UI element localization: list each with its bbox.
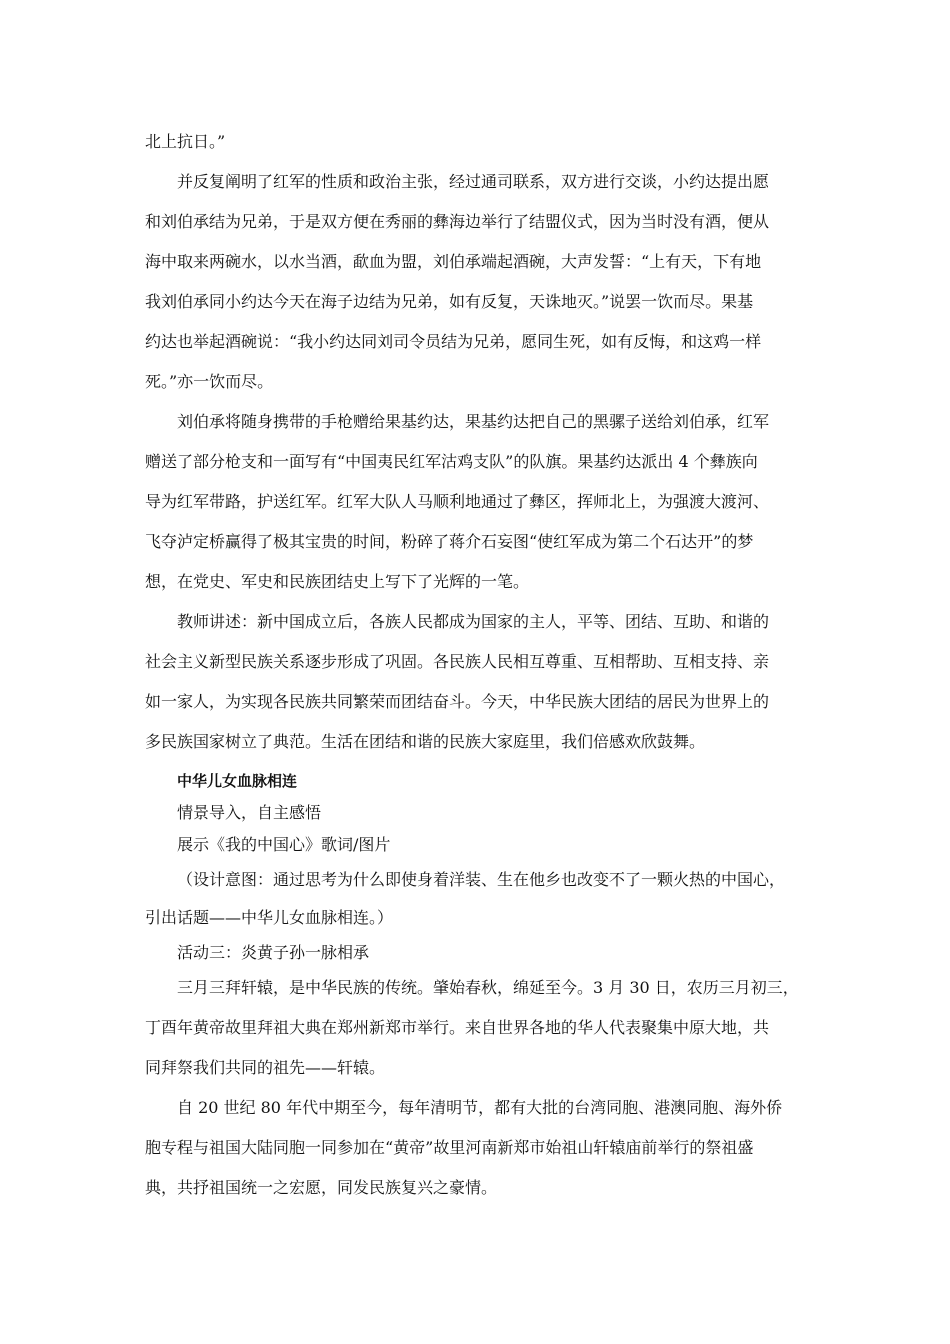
paragraph-line: 自 20 世纪 80 年代中期至今，每年清明节，都有大批的台湾同胞、港澳同胞、海外侨 [177, 1098, 783, 1117]
paragraph-line: 刘伯承将随身携带的手枪赠给果基约达，果基约达把自己的黑骡子送给刘伯承，红军 [177, 412, 770, 431]
paragraph-line: 赠送了部分枪支和一面写有“中国夷民红军沽鸡支队”的队旗。果基约达派出 4 个彝族向 [145, 452, 758, 471]
document-body [145, 126, 810, 1204]
paragraph-line: 飞夺泸定桥赢得了极其宝贵的时间，粉碎了蒋介石妄图“使红军成为第二个石达开”的梦 [145, 532, 754, 551]
paragraph-line: 典，共抒祖国统一之宏愿，同发民族复兴之豪情。 [145, 1178, 498, 1197]
paragraph-line: 我刘伯承同小约达今天在海子边结为兄弟，如有反复，天诛地灭。”说罢一饮而尽。果基 [145, 292, 754, 311]
paragraph-line: 并反复阐明了红军的性质和政治主张，经过通司联系，双方进行交谈，小约达提出愿 [177, 172, 770, 191]
paragraph-line: 同拜祭我们共同的祖先——轩辕。 [145, 1058, 386, 1077]
paragraph-line: 丁酉年黄帝故里拜祖大典在郑州新郑市举行。来自世界各地的华人代表聚集中原大地，共 [145, 1018, 770, 1037]
paragraph-line: 教师讲述：新中国成立后，各族人民都成为国家的主人，平等、团结、互助、和谐的 [177, 612, 770, 631]
paragraph-line: 和刘伯承结为兄弟，于是双方便在秀丽的彝海边举行了结盟仪式，因为当时没有酒，便从 [145, 212, 770, 231]
paragraph-line: 约达也举起酒碗说：“我小约达同刘司令员结为兄弟，愿同生死，如有反悔，和这鸡一样 [145, 332, 762, 351]
paragraph-line: 如一家人，为实现各民族共同繁荣而团结奋斗。今天，中华民族大团结的居民为世界上的 [145, 692, 770, 711]
paragraph-line: 三月三拜轩辕，是中华民族的传统。肇始春秋，绵延至今。3 月 30 日，农历三月初三， [177, 978, 799, 997]
paragraph-line: （设计意图：通过思考为什么即使身着洋装、生在他乡也改变不了一颗火热的中国心， [177, 870, 786, 889]
paragraph-line: 海中取来两碗水，以水当酒，歃血为盟，刘伯承端起酒碗，大声发誓：“上有天，下有地 [145, 252, 762, 271]
paragraph-line: 死。”亦一饮而尽。 [145, 372, 274, 391]
paragraph-line: 展示《我的中国心》歌词/图片 [177, 835, 391, 854]
paragraph-line: 引出话题——中华儿女血脉相连。） [145, 908, 394, 927]
paragraph-line: 情景导入，自主感悟 [177, 803, 322, 822]
paragraph-line: 社会主义新型民族关系逐步形成了巩固。各民族人民相互尊重、互相帮助、互相支持、亲 [145, 652, 770, 671]
section-heading: 中华儿女血脉相连 [177, 772, 298, 790]
paragraph-line: 北上抗日。” [145, 132, 226, 151]
paragraph-line: 导为红军带路，护送红军。红军大队人马顺利地通过了彝区，挥师北上，为强渡大渡河、 [145, 492, 770, 511]
paragraph-line: 多民族国家树立了典范。生活在团结和谐的民族大家庭里，我们倍感欢欣鼓舞。 [145, 732, 706, 751]
paragraph-line: 胞专程与祖国大陆同胞一同参加在“黄帝”故里河南新郑市始祖山轩辕庙前举行的祭祖盛 [145, 1138, 754, 1157]
paragraph-line: 活动三：炎黄子孙一脉相承 [177, 943, 370, 962]
paragraph-line: 想，在党史、军史和民族团结史上写下了光辉的一笔。 [145, 572, 530, 591]
